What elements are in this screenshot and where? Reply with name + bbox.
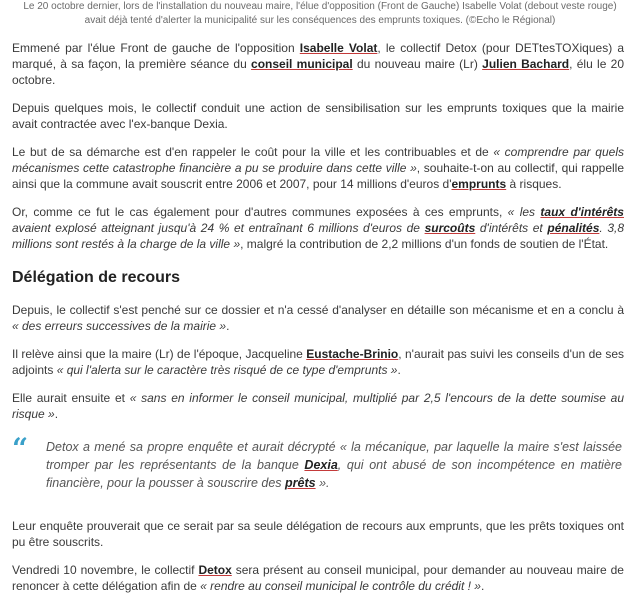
link-prets[interactable]: prêts — [285, 476, 316, 490]
link-conseil-municipal[interactable]: conseil municipal — [251, 57, 353, 71]
link-detox[interactable]: Detox — [198, 563, 232, 577]
photo-caption: Le 20 octobre dernier, lors de l'installation du nouveau maire, l'élue d'opposition (Front de Gauche) Isabelle Volat (debout veste rouge) avait déjà tenté d'alerter la municipalité sur les conséquences des emprunts toxiques. (©Echo le Régional) — [23, 1, 617, 26]
quote-text: Detox a mené sa propre enquête et aurait décrypté « la mécanique, par laquelle la maire s'est laissée tromper par les représentants de la banque Dexia, qui ont abusé de son incompétence en matière financière, pour la pousser à souscrire des prêts ». — [46, 440, 623, 490]
blockquote — [12, 432, 624, 492]
link-julien-bachard[interactable]: Julien Bachard — [482, 57, 570, 71]
paragraph-6: Il relève ainsi que la maire (Lr) de l'époque, Jacqueline Eustache-Brinio, n'aurait pas suivi les conseils d'un de ses adjoints « qui l'alerta sur le caractère très risqué de ce type d'emprunts ». — [12, 347, 624, 377]
link-isabelle-volat[interactable]: Isabelle Volat — [299, 41, 378, 55]
link-dexia[interactable]: Dexia — [304, 458, 338, 472]
paragraph-9: Vendredi 10 novembre, le collectif Detox sera présent au conseil municipal, pour demander au nouveau maire de renoncer à cette délégation afin de « rendre au conseil municipal le contrôle du crédit ! ». — [12, 563, 624, 593]
section-heading: Délégation de recours — [12, 269, 181, 286]
link-taux-interets[interactable]: taux d'intérêts — [540, 205, 624, 219]
paragraph-7: Elle aurait ensuite et « sans en informer le conseil municipal, multiplié par 2,5 l'encours de la dette soumise au risque ». — [12, 391, 624, 421]
link-eustache-brinio[interactable]: Eustache-Brinio — [306, 347, 399, 361]
link-emprunts[interactable]: emprunts — [451, 177, 507, 191]
paragraph-1: Emmené par l'élue Front de gauche de l'opposition Isabelle Volat, le collectif Detox (pour DETtesTOXiques) a marqué, à sa façon, la première séance du conseil municipal du nouveau maire (Lr) Julien Bachard, élu le 20 octobre. — [12, 41, 625, 87]
paragraph-2: Depuis quelques mois, le collectif conduit une action de sensibilisation sur les emprunts toxiques que la mairie avait contractée avec l'ex-banque Dexia. — [12, 101, 624, 131]
paragraph-5: Depuis, le collectif s'est penché sur ce dossier et n'a cessé d'analyser en détaille son mécanisme et en a conclu à « des erreurs successives de la mairie ». — [12, 303, 624, 333]
link-surcouts[interactable]: surcoûts — [424, 221, 476, 235]
paragraph-3: Le but de sa démarche est d'en rappeler le coût pour la ville et les contribuables et de « comprendre par quels mécanismes cette catastrophe financière a pu se produire dans cette ville », souhaite-t-on au collectif, qui rappelle ainsi que la commune avait souscrit entre 2006 et 2007, pour 14 millions d'euros d'emprunts à risques. — [12, 145, 625, 191]
paragraph-8: Leur enquête prouverait que ce serait par sa seule délégation de recours aux emprunts, que les prêts toxiques ont pu être souscrits. — [12, 519, 624, 549]
link-penalites[interactable]: pénalités — [547, 221, 600, 235]
quote-mark-icon: “ — [12, 432, 29, 465]
paragraph-4: Or, comme ce fut le cas également pour d'autres communes exposées à ces emprunts, « les taux d'intérêts avaient explosé atteignant jusqu'à 24 % et entraînant 6 millions d'euros de surcoûts d'intérêts et pénalités. 3,8 millions sont restés à la charge de la ville », malgré la contribution de 2,2 millions d'un fonds de soutien de l'État. — [12, 205, 624, 251]
article-body — [12, 40, 624, 606]
